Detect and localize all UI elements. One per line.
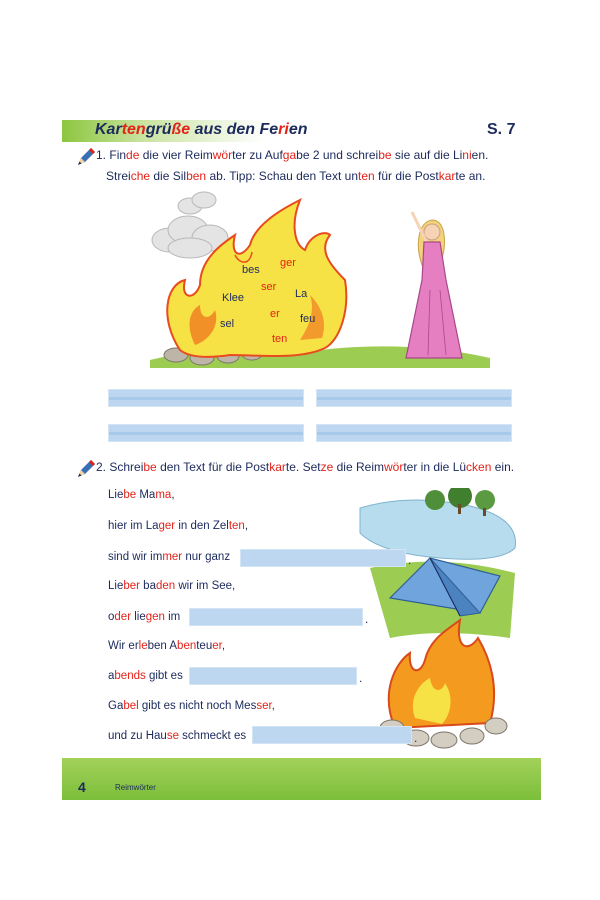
page-reference: S. 7 <box>487 121 516 138</box>
text-segment: nur ganz <box>182 551 231 563</box>
text-segment: die vier Reim <box>139 148 213 162</box>
postcard-line <box>108 580 235 592</box>
text-segment: sie auf die Li <box>391 148 463 162</box>
answer-gap[interactable] <box>252 726 412 744</box>
text-segment: ab. Tipp: Schau den Text un <box>206 169 358 183</box>
text-segment: , <box>244 520 249 532</box>
task-1-number: 1. <box>96 148 107 162</box>
text-segment: Kar <box>95 121 122 138</box>
syllable-highlight: bel <box>123 700 139 712</box>
text-segment: grü <box>145 121 172 138</box>
syllable: La <box>295 288 308 300</box>
text-segment: te. Set <box>285 460 321 474</box>
postcard-line <box>108 551 230 563</box>
footer-topic: Reimwörter <box>115 783 156 792</box>
postcard-line <box>108 640 225 652</box>
syllable: Klee <box>222 292 245 304</box>
postcard-line <box>108 670 183 682</box>
syllable-highlight: cken <box>466 460 492 474</box>
text-segment: lie <box>131 611 146 623</box>
text-segment: Ma <box>136 489 156 501</box>
text-segment: den Text für die Post <box>156 460 270 474</box>
syllable-highlight: er <box>212 640 222 652</box>
syllable-highlight: ser <box>256 700 272 712</box>
syllable-highlight: wör <box>383 460 404 474</box>
task-2-number: 2. <box>96 460 107 474</box>
postcard-line <box>108 700 275 712</box>
text-segment: Wir er <box>108 640 139 652</box>
syllable: ser <box>261 281 277 293</box>
text-segment: für die Post <box>374 169 439 183</box>
text-segment: gibt es nicht noch Mes <box>138 700 257 712</box>
syllable-highlight: ni <box>462 148 472 162</box>
syllable: ger <box>280 257 296 269</box>
text-segment: ter in die Lü <box>403 460 467 474</box>
syllable: ten <box>272 333 288 345</box>
footer-band <box>62 758 541 800</box>
syllable: er <box>270 308 280 320</box>
text-segment: Lie <box>108 580 124 592</box>
period: . <box>414 731 418 745</box>
text-segment: ben A <box>147 640 178 652</box>
text-segment: in den Zel <box>175 520 229 532</box>
task-1-line-2 <box>106 169 485 183</box>
syllable-highlight: ben <box>186 169 207 183</box>
camp-illustration <box>350 488 530 758</box>
task-2-line <box>109 460 514 474</box>
text-segment: sind wir im <box>108 551 163 563</box>
postcard-line <box>108 489 175 501</box>
syllable-highlight: be <box>143 460 157 474</box>
answer-line[interactable] <box>108 424 304 442</box>
syllable-highlight: gen <box>145 611 165 623</box>
syllable: bes <box>242 264 260 276</box>
text-segment: Strei <box>106 169 131 183</box>
text-segment: die Reim <box>333 460 384 474</box>
text-segment: Ga <box>108 700 124 712</box>
text-segment: , <box>171 489 175 501</box>
text-segment: Fin <box>109 148 127 162</box>
text-segment: Lie <box>108 489 124 501</box>
syllable-highlight: de <box>126 148 140 162</box>
syllable-highlight: ße <box>171 121 191 138</box>
text-segment: teu <box>196 640 213 652</box>
text-segment: gibt es <box>145 670 183 682</box>
syllable-highlight: ri <box>278 121 289 138</box>
pencil-icon <box>76 459 96 479</box>
text-segment: en. <box>471 148 489 162</box>
syllable-highlight: le <box>138 640 148 652</box>
syllable-highlight: ber <box>123 580 140 592</box>
text-segment: die Sil <box>150 169 187 183</box>
syllable: sel <box>220 318 235 330</box>
text-segment: hier im La <box>108 520 159 532</box>
text-segment: und zu Hau <box>108 730 167 742</box>
period: . <box>408 553 412 567</box>
syllable-highlight: che <box>130 169 151 183</box>
syllable-highlight: se <box>166 730 179 742</box>
answer-line[interactable] <box>316 424 512 442</box>
text-segment: Schrei <box>109 460 144 474</box>
syllable-highlight: kar <box>269 460 286 474</box>
text-segment: , <box>271 700 275 712</box>
postcard-line <box>108 611 180 623</box>
syllable-highlight: ze <box>320 460 334 474</box>
syllable-highlight: ger <box>158 520 176 532</box>
syllable-highlight: ga <box>282 148 297 162</box>
answer-gap[interactable] <box>240 549 406 567</box>
answer-gap[interactable] <box>189 608 363 626</box>
text-segment: wir im See, <box>175 580 236 592</box>
postcard-line <box>108 730 246 742</box>
syllable-highlight: der <box>114 611 132 623</box>
syllable-highlight: den <box>155 580 176 592</box>
text-segment: a <box>108 670 115 682</box>
text-segment: ba <box>139 580 156 592</box>
task-1-line-1 <box>109 148 488 162</box>
syllable-highlight: ten <box>228 520 245 532</box>
answer-line[interactable] <box>108 389 304 407</box>
page-number: 4 <box>78 779 86 795</box>
period: . <box>365 612 369 626</box>
text-segment: ter zu Auf <box>232 148 283 162</box>
page-title <box>95 121 308 139</box>
text-segment: en <box>288 121 308 138</box>
text-segment: , <box>221 640 226 652</box>
text-segment: be 2 und schrei <box>296 148 379 162</box>
task-2 <box>96 457 514 478</box>
text-segment: Fe <box>259 121 279 138</box>
syllable-highlight: kar <box>438 169 456 183</box>
syllable-highlight: ten <box>121 121 146 138</box>
syllable-highlight: ma <box>155 489 172 501</box>
syllable-highlight: ben <box>177 640 197 652</box>
syllable-highlight: wör <box>212 148 233 162</box>
text-segment: schmeckt es <box>178 730 247 742</box>
text-segment: aus den <box>190 121 260 138</box>
pencil-icon <box>76 147 96 167</box>
text-segment: te an. <box>455 169 486 183</box>
syllable-highlight: ten <box>358 169 375 183</box>
syllable-highlight: mer <box>162 551 183 563</box>
syllable-highlight: bends <box>114 670 146 682</box>
text-segment: o <box>108 611 115 623</box>
fire-illustration <box>140 190 500 380</box>
syllable: feu <box>300 313 316 325</box>
task-1 <box>96 145 488 187</box>
text-segment: im <box>164 611 181 623</box>
text-segment: ein. <box>491 460 515 474</box>
postcard-line <box>108 520 248 532</box>
syllable-highlight: be <box>123 489 137 501</box>
answer-gap[interactable] <box>189 667 357 685</box>
period: . <box>359 671 363 685</box>
girl-figure <box>406 212 462 358</box>
syllable-highlight: be <box>378 148 392 162</box>
answer-line[interactable] <box>316 389 512 407</box>
